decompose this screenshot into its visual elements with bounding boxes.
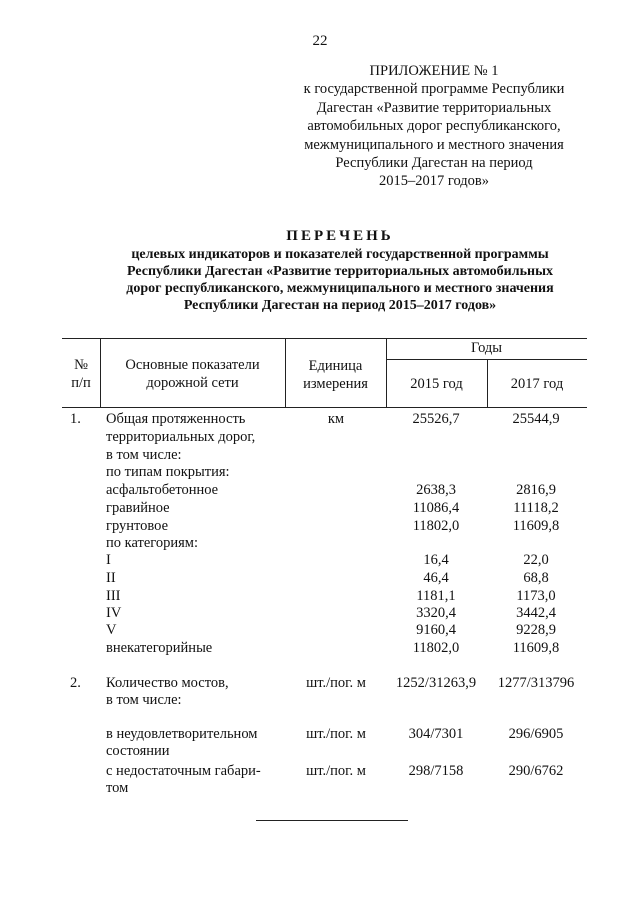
value-2017: 25544,9 xyxy=(512,411,560,427)
subheading: по типам покрытия: xyxy=(106,464,230,480)
appendix-line: к государственной программе Республики xyxy=(303,81,565,98)
appendix-line: 2015–2017 годов» xyxy=(378,173,490,190)
indicator-name: внекатегорийные xyxy=(106,640,213,656)
value-2015: 11802,0 xyxy=(412,518,460,534)
value-2015: 11086,4 xyxy=(412,500,460,516)
value-2017: 290/6762 xyxy=(508,763,564,779)
value-2015: 2638,3 xyxy=(416,482,456,498)
value-2017: 1277/313796 xyxy=(497,675,575,691)
value-2015: 46,4 xyxy=(423,570,449,586)
value-2015: 298/7158 xyxy=(408,763,464,779)
title-subtitle xyxy=(60,246,620,314)
indicator-name: гравийное xyxy=(106,500,170,516)
header-num: № п/п xyxy=(71,357,91,391)
value-2017: 9228,9 xyxy=(516,622,556,638)
value-2017: 68,8 xyxy=(523,570,549,586)
appendix-line: Республики Дагестан на период xyxy=(335,155,533,172)
indicator-name: в том числе: xyxy=(106,447,182,463)
unit-value: шт./пог. м xyxy=(306,726,366,742)
appendix-line: автомобильных дорог республиканского, xyxy=(307,118,561,135)
header-indicator: Основные показатели дорожной сети xyxy=(125,357,260,391)
value-2015: 25526,7 xyxy=(412,411,460,427)
value-2017: 2816,9 xyxy=(516,482,556,498)
value-2017: 296/6905 xyxy=(508,726,564,742)
unit-value: шт./пог. м xyxy=(306,763,366,779)
value-2015: 9160,4 xyxy=(416,622,456,638)
indicator-name: II xyxy=(106,570,116,586)
title-main: ПЕРЕЧЕНЬ xyxy=(286,228,394,244)
title-line: Республики Дагестан «Развитие территориальных автомобильных xyxy=(127,264,553,279)
indicator-name: V xyxy=(106,622,117,638)
value-2017: 11609,8 xyxy=(512,518,560,534)
value-2017: 11609,8 xyxy=(512,640,560,656)
closing-rule xyxy=(256,820,408,821)
indicator-name: том xyxy=(106,780,129,796)
value-2017: 3442,4 xyxy=(516,605,556,621)
indicator-name: IV xyxy=(106,605,122,621)
value-2017: 22,0 xyxy=(523,552,549,568)
row-number: 2. xyxy=(70,675,81,691)
value-2015: 1252/31263,9 xyxy=(395,675,477,691)
value-2015: 304/7301 xyxy=(408,726,464,742)
value-2015: 16,4 xyxy=(423,552,449,568)
table-header-bottom-rule xyxy=(62,407,587,408)
appendix-line: Дагестан «Развитие территориальных xyxy=(316,99,552,116)
unit-value: шт./пог. м xyxy=(306,675,366,691)
indicator-name: Количество мостов, xyxy=(106,675,229,691)
value-2015: 1181,1 xyxy=(416,588,456,604)
header-year-2017: 2017 год xyxy=(510,376,564,392)
appendix-line: межмуниципального и местного значения xyxy=(304,136,564,153)
indicator-name: III xyxy=(106,588,121,604)
header-years: Годы xyxy=(470,340,503,356)
document-title xyxy=(60,226,620,314)
indicator-name: территориальных дорог, xyxy=(106,429,256,445)
indicator-name: в том числе: xyxy=(106,692,182,708)
title-line: Республики Дагестан на период 2015–2017 годов» xyxy=(183,298,497,313)
subheading: по категориям: xyxy=(106,535,199,551)
row-number: 1. xyxy=(70,411,81,427)
value-2017: 11118,2 xyxy=(513,500,559,516)
value-2015: 11802,0 xyxy=(412,640,460,656)
appendix-block xyxy=(284,62,584,191)
title-line: целевых индикаторов и показателей государственной программы xyxy=(131,247,549,262)
indicator-name: в неудовлетворительном xyxy=(106,726,258,742)
title-line: дорог республиканского, межмуниципального и местного значения xyxy=(126,281,554,296)
appendix-title: ПРИЛОЖЕНИЕ № 1 xyxy=(369,63,499,79)
header-year-2015: 2015 год xyxy=(410,376,463,392)
indicator-name: состоянии xyxy=(106,743,170,759)
value-2015: 3320,4 xyxy=(416,605,456,621)
unit-value: км xyxy=(327,411,345,427)
indicator-name: с недостаточным габари- xyxy=(106,763,261,779)
indicator-name: грунтовое xyxy=(106,518,169,534)
page-number: 22 xyxy=(312,33,328,49)
header-unit: Единица измерения xyxy=(303,358,368,392)
indicator-name: Общая протяженность xyxy=(106,411,246,427)
indicator-name: I xyxy=(106,552,111,568)
value-2017: 1173,0 xyxy=(516,588,556,604)
indicator-name: асфальтобетонное xyxy=(106,482,219,498)
